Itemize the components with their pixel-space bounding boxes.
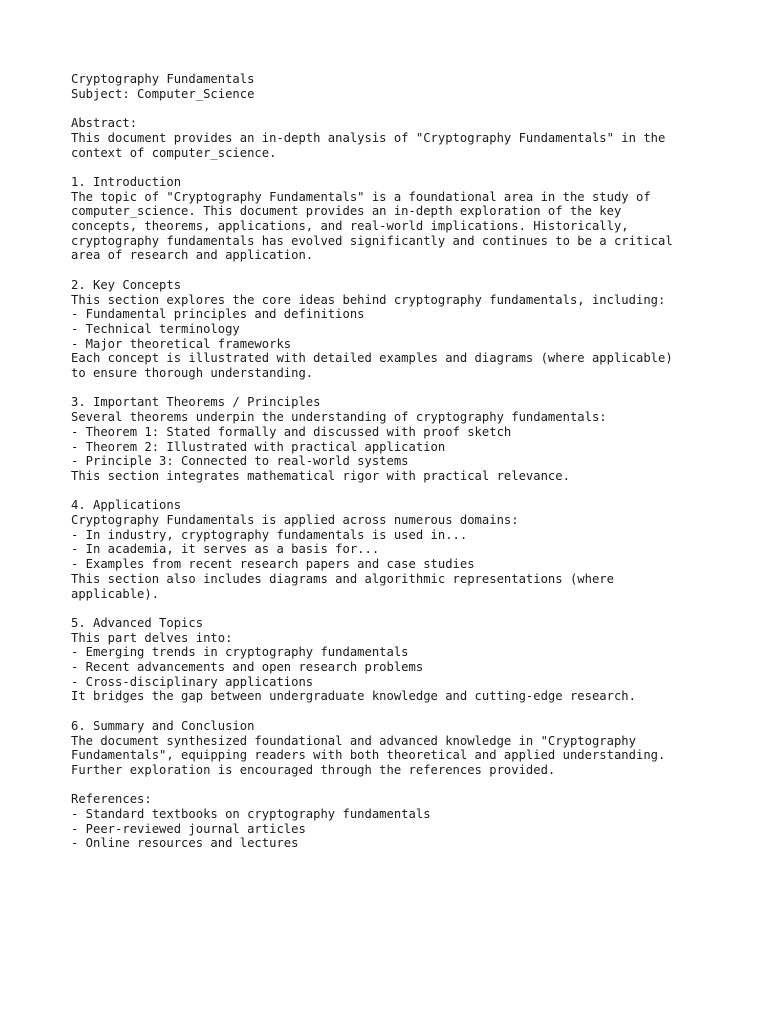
document-title: Cryptography Fundamentals [71,72,255,86]
references-section [71,792,731,851]
list-item: - In industry, cryptography fundamentals is used in... [71,527,468,542]
list-item: - Peer-reviewed journal articles [71,821,306,836]
section-line: area of research and application. [71,248,314,263]
list-item: - Emerging trends in cryptography fundamentals [71,645,409,660]
list-item: - Examples from recent research papers and case studies [71,557,475,572]
document-header [71,72,731,101]
list-item: - Fundamental principles and definitions [71,307,365,322]
section-applications [71,498,731,601]
list-item: - Technical terminology [71,321,240,336]
section-summary [71,719,731,778]
section-line: Cryptography Fundamentals is applied across numerous domains: [71,513,519,528]
section-heading: 1. Introduction [71,174,182,189]
section-advanced-topics [71,616,731,704]
section-line: This section integrates mathematical rigor with practical relevance. [71,468,570,483]
list-item: - Cross-disciplinary applications [71,674,314,689]
section-line: It bridges the gap between undergraduate knowledge and cutting-edge research. [71,689,636,704]
section-heading: 6. Summary and Conclusion [71,718,255,733]
section-introduction [71,175,731,263]
section-line: This section explores the core ideas behind cryptography fundamentals, including: [71,292,666,307]
document-page [71,72,731,851]
abstract-line: context of computer_science. [71,145,277,160]
list-item: - Theorem 2: Illustrated with practical application [71,439,446,454]
list-item: - Major theoretical frameworks [71,336,292,351]
section-heading: 3. Important Theorems / Principles [71,395,321,410]
section-line: computer_science. This document provides an in-depth exploration of the key [71,204,622,219]
abstract-line: This document provides an in-depth analysis of "Cryptography Fundamentals" in the [71,130,666,145]
section-heading: 5. Advanced Topics [71,615,204,630]
section-line: Fundamentals", equipping readers with both theoretical and applied understanding. [71,748,666,763]
list-item: - In academia, it serves as a basis for... [71,542,380,557]
document-subject: Subject: Computer_Science [71,86,255,101]
section-line: This section also includes diagrams and algorithmic representations (where [71,571,614,586]
section-line: Further exploration is encouraged through the references provided. [71,762,556,777]
references-heading: References: [71,792,152,807]
section-theorems [71,395,731,483]
section-line: concepts, theorems, applications, and real-world implications. Historically, [71,219,629,233]
section-line: cryptography fundamentals has evolved significantly and continues to be a critical [71,233,673,248]
list-item: - Standard textbooks on cryptography fundamentals [71,807,431,822]
section-line: Each concept is illustrated with detailed examples and diagrams (where applicable) [71,351,673,366]
section-line: The topic of "Cryptography Fundamentals" is a foundational area in the study of [71,189,651,204]
list-item: - Recent advancements and open research problems [71,660,424,675]
list-item: - Theorem 1: Stated formally and discussed with proof sketch [71,424,512,439]
section-line: The document synthesized foundational and advanced knowledge in "Cryptography [71,733,636,748]
abstract-heading: Abstract: [71,116,138,131]
section-line: to ensure thorough understanding. [71,366,314,381]
section-heading: 4. Applications [71,498,182,513]
section-line: applicable). [71,586,160,601]
section-line: Several theorems underpin the understanding of cryptography fundamentals: [71,410,607,425]
section-key-concepts [71,278,731,381]
abstract-section [71,116,731,160]
section-heading: 2. Key Concepts [71,277,182,292]
list-item: - Principle 3: Connected to real-world systems [71,454,409,469]
list-item: - Online resources and lectures [71,836,299,851]
section-line: This part delves into: [71,630,233,645]
